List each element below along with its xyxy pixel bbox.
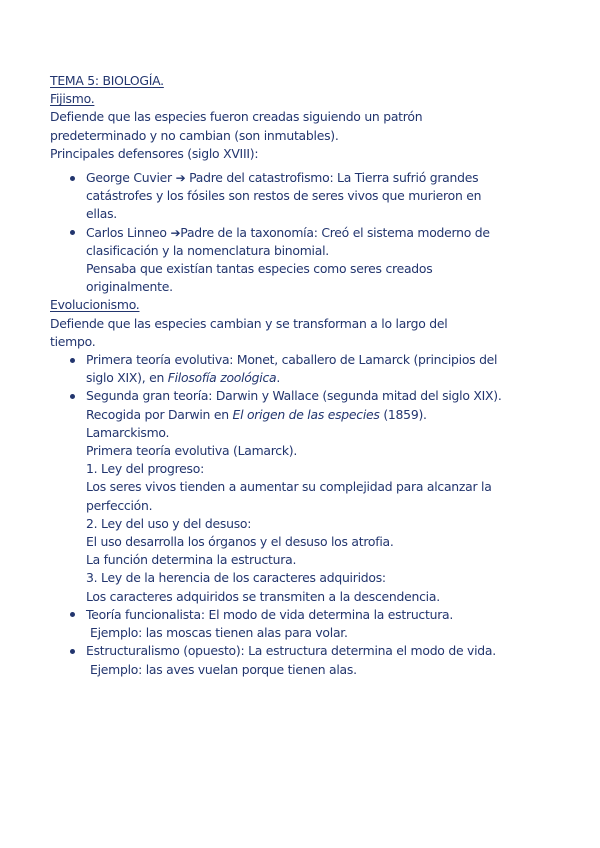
bullet-dot bbox=[70, 358, 75, 363]
law-text: Los seres vivos tienden a aumentar su complejidad para alcanzar la bbox=[86, 479, 492, 495]
bullet-dot bbox=[70, 176, 75, 181]
bullet-text: . bbox=[276, 370, 281, 386]
bullet-text: (1859). bbox=[379, 406, 427, 422]
example-text: Ejemplo: las aves vuelan porque tienen alas. bbox=[90, 661, 357, 677]
law-title: 1. Ley del progreso: bbox=[86, 461, 204, 477]
bullet-text: Estructuralismo (opuesto): La estructura determina el modo de vida. bbox=[86, 643, 496, 659]
arrow-icon: ➔ bbox=[170, 225, 181, 240]
section-heading-evolucionismo: Evolucionismo. bbox=[50, 297, 140, 313]
defensores-label: Principales defensores (siglo XVIII): bbox=[50, 145, 259, 161]
bullet-continuation bbox=[50, 406, 530, 424]
bullet-text: Teoría funcionalista: El modo de vida determina la estructura. bbox=[86, 606, 454, 622]
bullet-text: Segunda gran teoría: Darwin y Wallace (segunda mitad del siglo XIX). bbox=[86, 388, 502, 404]
book-title: Filosofía zoológica bbox=[167, 370, 277, 386]
bullet-dot bbox=[70, 230, 75, 235]
bullet-text: siglo XIX), en bbox=[86, 370, 168, 386]
law-text: La función determina la estructura. bbox=[86, 552, 297, 568]
person-name: Carlos Linneo bbox=[86, 224, 167, 240]
bullet-dot bbox=[70, 612, 75, 617]
lamarckismo-label: Lamarckismo. bbox=[86, 424, 170, 440]
fijismo-definition-line: predeterminado y no cambian (son inmutables). bbox=[50, 127, 339, 143]
bullet-dot bbox=[70, 394, 75, 399]
bullet-continuation: catástrofes y los fósiles son restos de seres vivos que murieron en bbox=[86, 188, 482, 204]
law-text: El uso desarrolla los órganos y el desuso los atrofia. bbox=[86, 534, 394, 550]
section-heading-fijismo: Fijismo. bbox=[50, 91, 95, 107]
bullet-item-primera-teoria bbox=[50, 351, 530, 369]
bullet-dot bbox=[70, 649, 75, 654]
bullet-text: Recogida por Darwin en bbox=[86, 406, 233, 422]
bullet-item-linneo bbox=[50, 224, 530, 242]
bullet-item-segunda-teoria bbox=[50, 387, 530, 405]
bullet-continuation: ellas. bbox=[86, 206, 117, 222]
bullet-text: Primera teoría evolutiva: Monet, caballero de Lamarck (principios del bbox=[86, 352, 498, 368]
bullet-item-funcionalista bbox=[50, 606, 530, 624]
bullet-continuation: originalmente. bbox=[86, 279, 173, 295]
law-title: 2. Ley del uso y del desuso: bbox=[86, 515, 252, 531]
bullet-continuation: Pensaba que existían tantas especies como seres creados bbox=[86, 261, 433, 277]
notes-content bbox=[50, 72, 530, 679]
example-text: Ejemplo: las moscas tienen alas para volar. bbox=[90, 625, 348, 641]
book-title: El origen de las especies bbox=[232, 406, 380, 422]
person-name: George Cuvier bbox=[86, 170, 172, 186]
evolucionismo-definition-line: tiempo. bbox=[50, 333, 96, 349]
law-text: Los caracteres adquiridos se transmiten a la descendencia. bbox=[86, 588, 440, 604]
law-text: perfección. bbox=[86, 497, 153, 513]
bullet-item-cuvier bbox=[50, 169, 530, 187]
law-title: 3. Ley de la herencia de los caracteres adquiridos: bbox=[86, 570, 386, 586]
fijismo-definition-line: Defiende que las especies fueron creadas siguiendo un patrón bbox=[50, 109, 423, 125]
bullet-item-estructuralismo bbox=[50, 642, 530, 660]
page-title: TEMA 5: BIOLOGÍA. bbox=[50, 73, 164, 88]
arrow-icon: ➔ bbox=[175, 171, 186, 186]
evolucionismo-definition-line: Defiende que las especies cambian y se transforman a lo largo del bbox=[50, 315, 448, 331]
bullet-continuation bbox=[50, 369, 530, 387]
bullet-text: Padre de la taxonomía: Creó el sistema moderno de bbox=[180, 224, 490, 240]
lamarck-theory-title: Primera teoría evolutiva (Lamarck). bbox=[86, 443, 298, 459]
bullet-text: Padre del catastrofismo: La Tierra sufrió grandes bbox=[189, 170, 479, 186]
bullet-continuation: clasificación y la nomenclatura binomial. bbox=[86, 242, 329, 258]
